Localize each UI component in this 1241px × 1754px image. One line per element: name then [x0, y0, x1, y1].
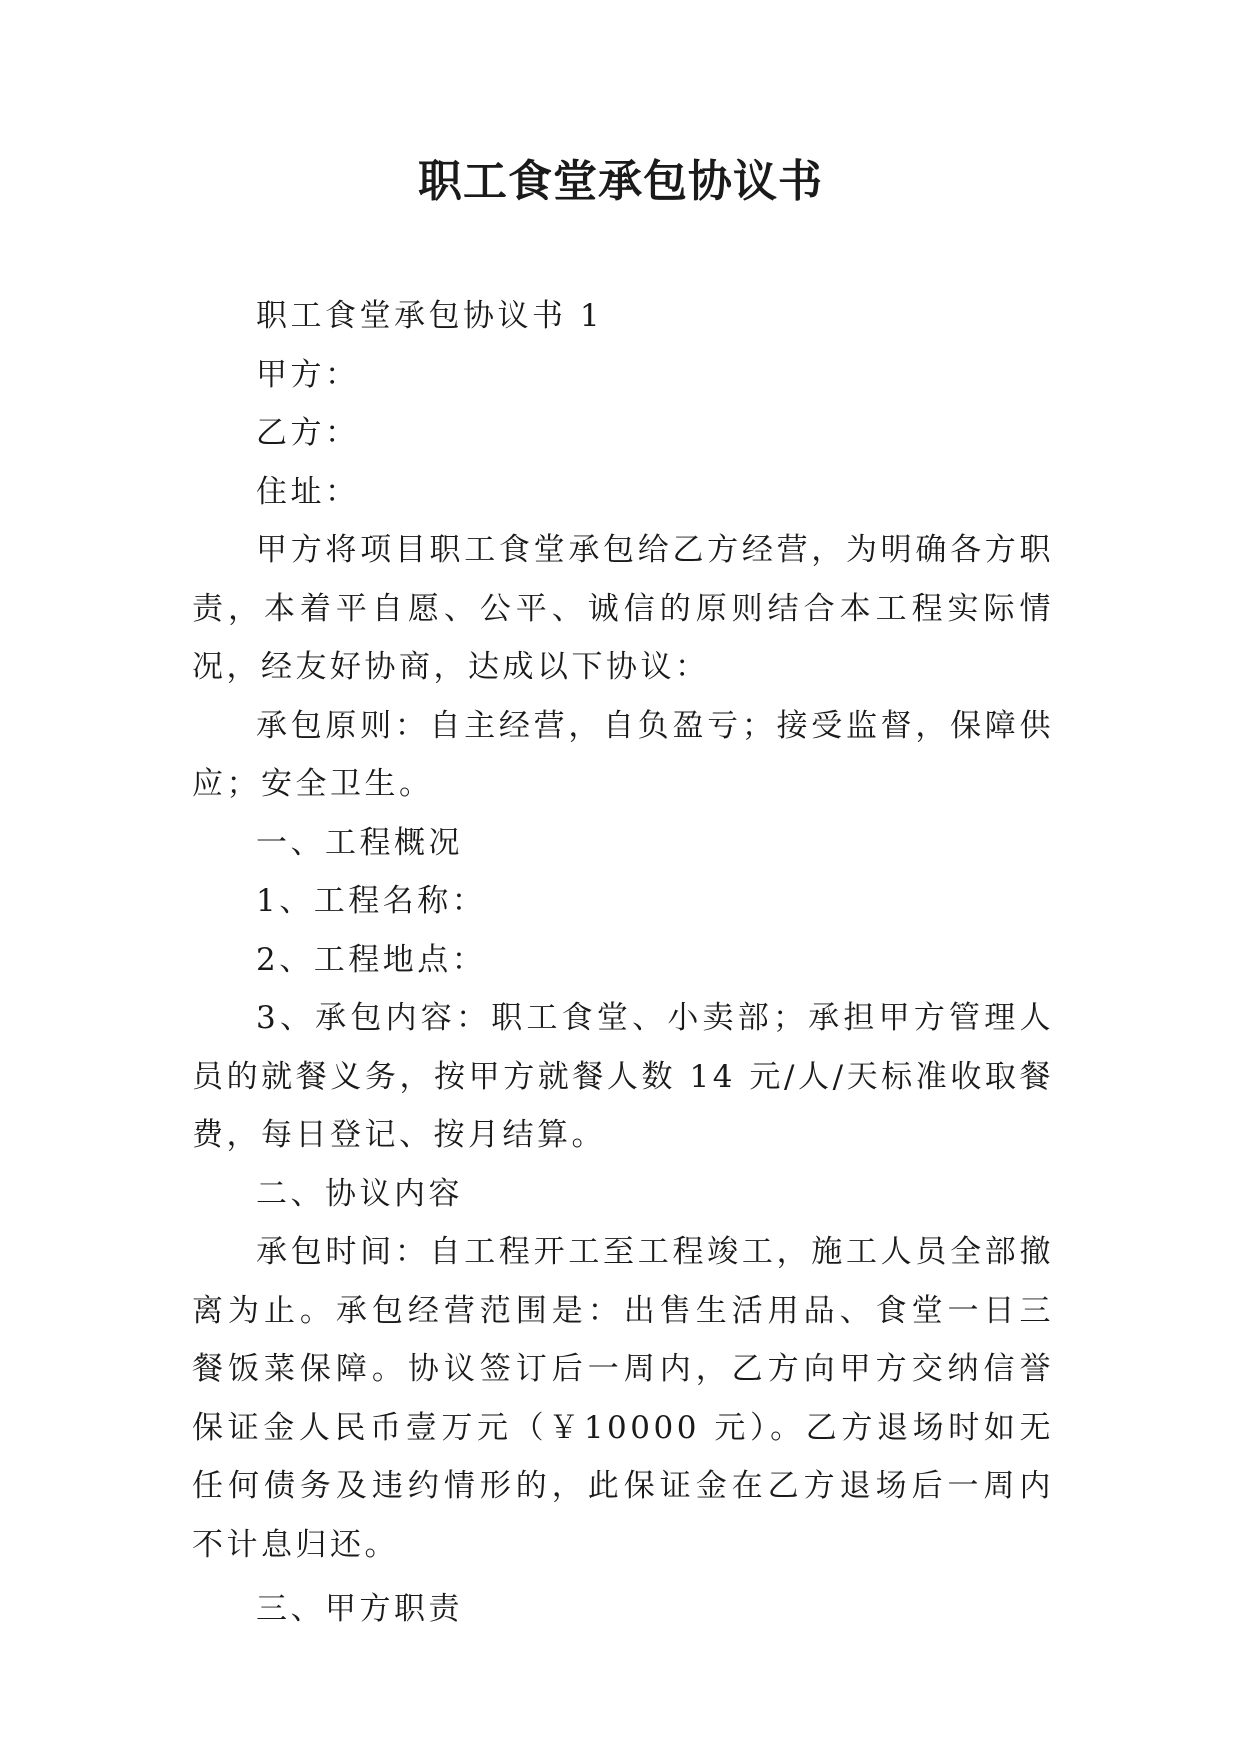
paragraph-principle: 承包原则：自主经营，自负盈亏；接受监督，保障供应；安全卫生。 — [192, 707, 1054, 802]
paragraph-party-b: 乙方： — [256, 415, 360, 451]
section-heading-overview: 一、工程概况 — [256, 824, 463, 861]
document-title: 职工食堂承包协议书 — [418, 156, 823, 207]
paragraph-address: 住址： — [256, 473, 360, 510]
paragraph-contract-scope: 3、承包内容：职工食堂、小卖部；承担甲方管理人员的就餐义务，按甲方就餐人数 14 元/人/天标准收取餐费，每日登记、按月结算。 — [192, 1000, 1054, 1153]
paragraph-project-location: 2、工程地点： — [256, 941, 487, 978]
paragraph-preamble: 甲方将项目职工食堂承包给乙方经营，为明确各方职责，本着平自愿、公平、诚信的原则结合本工程实际情况，经友好协商，达成以下协议： — [192, 532, 1054, 685]
paragraph-party-a: 甲方： — [256, 356, 360, 393]
section-heading-party-a-duties: 三、甲方职责 — [256, 1591, 463, 1627]
document-body — [192, 287, 1054, 1639]
section-heading-agreement: 二、协议内容 — [256, 1175, 463, 1212]
paragraph-contract-term: 承包时间：自工程开工至工程竣工，施工人员全部撤离为止。承包经营范围是：出售生活用品、食堂一日三餐饭菜保障。协议签订后一周内，乙方向甲方交纳信誉保证金人民币壹万元（￥10000 元）。乙方退场时如无任何债务及违约情形的，此保证金在乙方退场后一周内不计息归还。 — [192, 1234, 1054, 1563]
paragraph-subtitle: 职工食堂承包协议书 1 — [256, 298, 604, 334]
paragraph-project-name: 1、工程名称： — [256, 883, 487, 919]
